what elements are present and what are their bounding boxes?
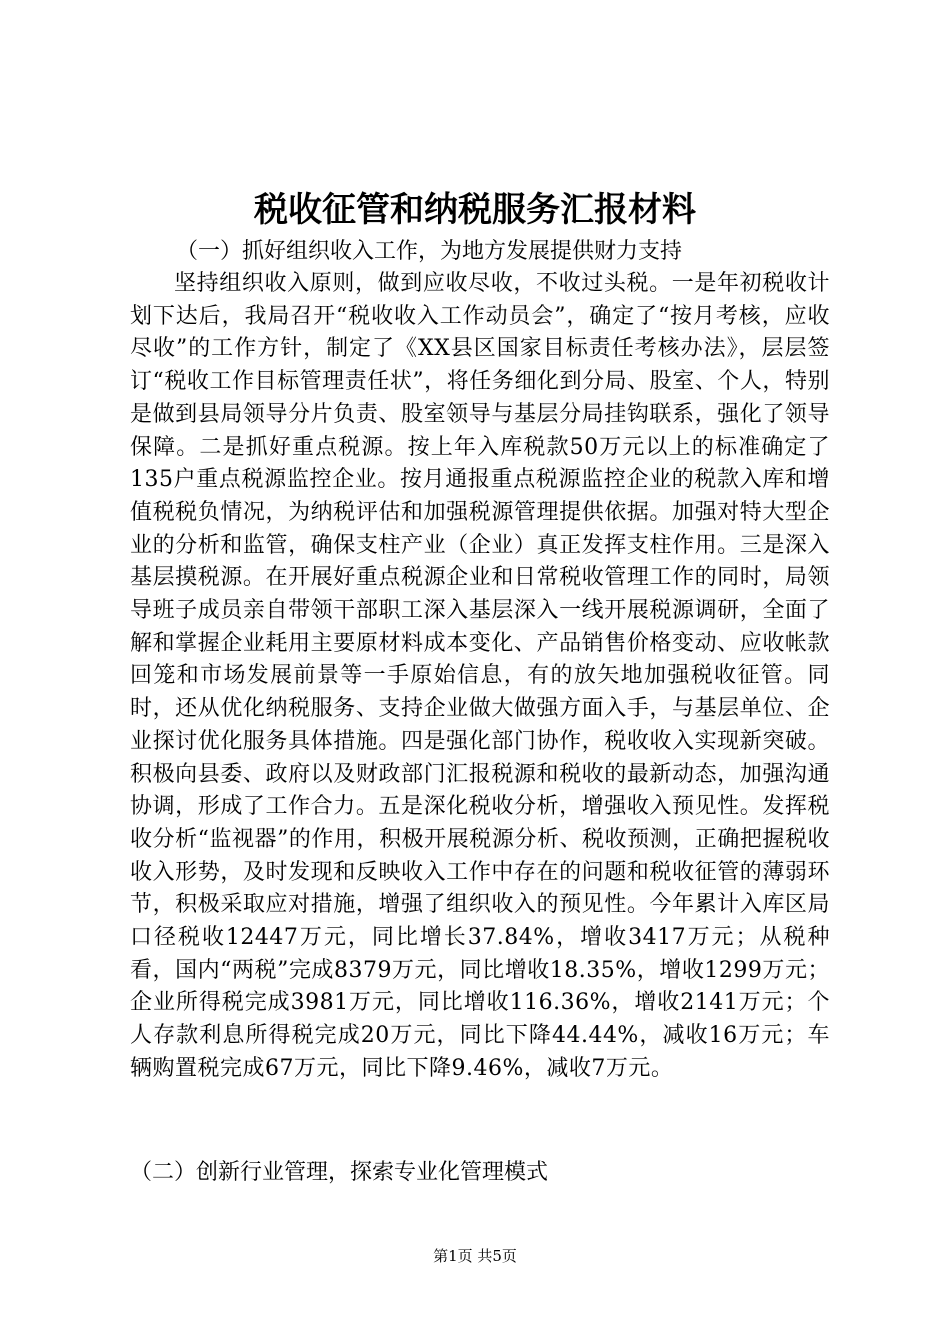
section-body-1: 坚持组织收入原则，做到应收尽收，不收过头税。一是年初税收计划下达后，我局召开“税收收入工作动员会”，确定了“按月考核，应收尽收”的工作方针，制定了《XX县区国家目标责任考核办法》，层层签订“税收工作目标管理责任状”，将任务细化到分局、股室、个人，特别是做到县局领导分片负责、股室领导与基层分局挂钩联系，强化了领导保障。二是抓好重点税源。按上年入库税款50万元以上的标准确定了135户重点税源监控企业。按月通报重点税源监控企业的税款入库和增值税税负情况，为纳税评估和加强税源管理提供依据。加强对特大型企业的分析和监管，确保支柱产业（企业）真正发挥支柱作用。三是深入基层摸税源。在开展好重点税源企业和日常税收管理工作的同时，局领导班子成员亲自带领干部职工深入基层深入一线开展税源调研，全面了解和掌握企业耗用主要原材料成本变化、产品销售价格变动、应收帐款回笼和市场发展前景等一手原始信息，有的放矢地加强税收征管。同时，还从优化纳税服务、支持企业做大做强方面入手，与基层单位、企业探讨优化服务具体措施。四是强化部门协作，税收收入实现新突破。积极向县委、政府以及财政部门汇报税源和税收的最新动态，加强沟通协调，形成了工作合力。五是深化税收分析，增强收入预见性。发挥税收分析“监视器”的作用，积极开展税源分析、税收预测，正确把握税收收入形势，及时发现和反映收入工作中存在的问题和税收征管的薄弱环节，积极采取应对措施，增强了组织收入的预见性。今年累计入库区局口径税收12447万元，同比增长37.84%，增收3417万元；从税种看，国内“两税”完成8379万元，同比增收18.35%，增收1299万元；企业所得税完成3981万元，同比增收116.36%，增收2141万元；个人存款利息所得税完成20万元，同比下降44.44%，减收16万元；车辆购置税完成67万元，同比下降9.46%，减收7万元。 xyxy=(130,271,830,1081)
page-footer: 第1页 共5页 xyxy=(433,1247,517,1265)
section-heading-2: （二）创新行业管理，探索专业化管理模式 xyxy=(130,1160,549,1185)
section-heading-1: （一）抓好组织收入工作，为地方发展提供财力支持 xyxy=(176,239,683,264)
document-title: 税收征管和纳税服务汇报材料 xyxy=(254,190,696,230)
